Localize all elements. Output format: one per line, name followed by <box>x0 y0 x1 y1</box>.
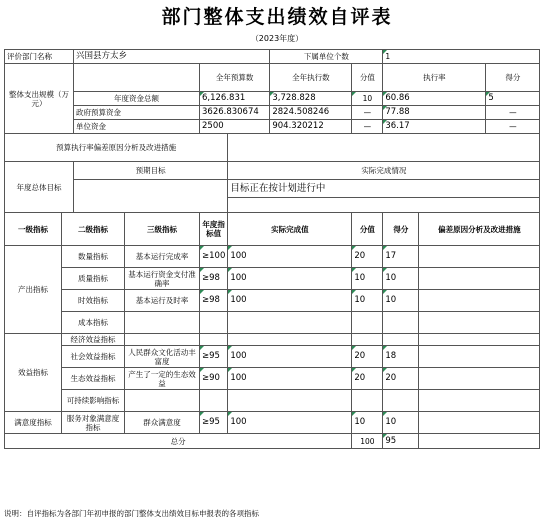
footnote: 说明：自评指标为各部门年初申报的部门整体支出绩效目标申报表的各项指标 <box>4 509 259 518</box>
ind-score-value[interactable]: 20 <box>352 346 383 368</box>
ind-level2: 成本指标 <box>62 312 125 334</box>
budget-row-rate[interactable]: 60.86 <box>383 92 486 106</box>
ind-score[interactable]: 18 <box>383 346 419 368</box>
budget-header-blank <box>74 64 200 92</box>
ind-header-target: 年度指标值 <box>200 213 228 246</box>
ind-level2: 生态效益指标 <box>62 368 125 390</box>
budget-row-budget[interactable]: 3626.830674 <box>200 106 270 120</box>
ind-level1: 满意度指标 <box>5 412 62 434</box>
ind-deviation[interactable] <box>419 246 540 268</box>
ind-level1: 效益指标 <box>5 334 62 412</box>
ind-actual[interactable] <box>228 390 352 412</box>
ind-level3 <box>125 390 200 412</box>
page-title: 部门整体支出绩效自评表 <box>161 6 393 28</box>
ind-score-value[interactable] <box>352 312 383 334</box>
budget-row-score-value[interactable]: — <box>352 120 383 134</box>
ind-score-value[interactable]: 10 <box>352 290 383 312</box>
ind-deviation[interactable] <box>419 390 540 412</box>
ind-level3: 基本运行完成率 <box>125 246 200 268</box>
deviation-label: 预算执行率偏差原因分析及改进措施 <box>5 134 228 162</box>
ind-score-value[interactable]: 10 <box>352 268 383 290</box>
ind-level2: 质量指标 <box>62 268 125 290</box>
budget-row-exec[interactable]: 3,728.828 <box>270 92 352 106</box>
ind-level2: 数量指标 <box>62 246 125 268</box>
total-deviation[interactable] <box>419 434 540 449</box>
budget-row-name: 单位资金 <box>74 120 200 134</box>
goal-section-label: 年度总体目标 <box>5 162 74 213</box>
ind-level2: 可持续影响指标 <box>62 390 125 412</box>
ind-deviation[interactable] <box>419 290 540 312</box>
ind-header-level2: 二级指标 <box>62 213 125 246</box>
ind-deviation[interactable] <box>419 368 540 390</box>
ind-score[interactable]: 17 <box>383 246 419 268</box>
budget-row-rate[interactable]: 36.17 <box>383 120 486 134</box>
header-score-value: 分值 <box>352 64 383 92</box>
ind-score[interactable]: 20 <box>383 368 419 390</box>
ind-level2: 社会效益指标 <box>62 346 125 368</box>
ind-target[interactable]: ≥95 <box>200 412 228 434</box>
ind-score[interactable] <box>383 334 419 346</box>
budget-row-score[interactable]: — <box>486 106 540 120</box>
ind-actual[interactable]: 100 <box>228 268 352 290</box>
ind-score-value[interactable] <box>352 390 383 412</box>
ind-header-level3: 三级指标 <box>125 213 200 246</box>
ind-target[interactable]: ≥98 <box>200 290 228 312</box>
ind-level3: 基本运行及时率 <box>125 290 200 312</box>
ind-level3: 产生了一定的生态效益 <box>125 368 200 390</box>
budget-row-score-value[interactable]: — <box>352 106 383 120</box>
ind-score-value[interactable]: 10 <box>352 412 383 434</box>
ind-score[interactable]: 10 <box>383 290 419 312</box>
ind-score-value[interactable]: 20 <box>352 246 383 268</box>
ind-target[interactable]: ≥95 <box>200 346 228 368</box>
budget-row-score[interactable]: — <box>486 120 540 134</box>
budget-row-name: 政府预算资金 <box>74 106 200 120</box>
dept-value[interactable]: 兴国县方太乡 <box>74 50 270 64</box>
ind-header-level1: 一级指标 <box>5 213 62 246</box>
ind-target[interactable] <box>200 334 228 346</box>
ind-deviation[interactable] <box>419 268 540 290</box>
ind-deviation[interactable] <box>419 346 540 368</box>
ind-header-actual: 实际完成值 <box>228 213 352 246</box>
ind-level3: 基本运行资金支付准确率 <box>125 268 200 290</box>
ind-deviation[interactable] <box>419 334 540 346</box>
ind-actual[interactable]: 100 <box>228 246 352 268</box>
budget-section-label: 整体支出规模（万元） <box>5 64 74 134</box>
ind-level3 <box>125 312 200 334</box>
ind-level2: 服务对象满意度指标 <box>62 412 125 434</box>
budget-row-exec[interactable]: 904.320212 <box>270 120 352 134</box>
ind-level2: 经济效益指标 <box>62 334 125 346</box>
year-label: （2023年度） <box>250 34 304 43</box>
ind-target[interactable] <box>200 312 228 334</box>
goal-expected-value[interactable] <box>74 180 228 213</box>
sub-unit-value[interactable]: 1 <box>383 50 540 64</box>
header-annual-exec: 全年执行数 <box>270 64 352 92</box>
budget-row-rate[interactable]: 77.88 <box>383 106 486 120</box>
ind-score[interactable]: 10 <box>383 412 419 434</box>
ind-target[interactable] <box>200 390 228 412</box>
header-score: 得分 <box>486 64 540 92</box>
goal-actual-extra[interactable] <box>228 198 540 213</box>
ind-actual[interactable] <box>228 334 352 346</box>
ind-actual[interactable]: 100 <box>228 290 352 312</box>
ind-score[interactable]: 10 <box>383 268 419 290</box>
budget-row-score[interactable]: 5 <box>486 92 540 106</box>
ind-level1: 产出指标 <box>5 246 62 334</box>
ind-level3 <box>125 334 200 346</box>
ind-target[interactable]: ≥90 <box>200 368 228 390</box>
total-score-value[interactable]: 100 <box>352 434 383 449</box>
budget-row-budget[interactable]: 2500 <box>200 120 270 134</box>
ind-target[interactable]: ≥100 <box>200 246 228 268</box>
evaluation-table <box>4 49 540 449</box>
ind-deviation[interactable] <box>419 312 540 334</box>
budget-row-score-value[interactable]: 10 <box>352 92 383 106</box>
budget-row-exec[interactable]: 2824.508246 <box>270 106 352 120</box>
ind-level3: 人民群众文化活动丰富度 <box>125 346 200 368</box>
ind-header-score-value: 分值 <box>352 213 383 246</box>
ind-header-score: 得分 <box>383 213 419 246</box>
ind-score-value[interactable]: 20 <box>352 368 383 390</box>
ind-level2: 时效指标 <box>62 290 125 312</box>
goal-actual-label: 实际完成情况 <box>228 162 540 180</box>
ind-actual[interactable] <box>228 312 352 334</box>
ind-score[interactable] <box>383 312 419 334</box>
total-score[interactable]: 95 <box>383 434 419 449</box>
ind-deviation[interactable] <box>419 412 540 434</box>
sub-unit-label: 下属单位个数 <box>270 50 383 64</box>
ind-score-value[interactable] <box>352 334 383 346</box>
dept-label: 评价部门名称 <box>5 50 74 64</box>
goal-actual-value[interactable]: 目标正在按计划进行中 <box>228 180 540 198</box>
deviation-value[interactable] <box>228 134 540 162</box>
budget-row-name: 年度资金总额 <box>74 92 200 106</box>
ind-actual[interactable]: 100 <box>228 346 352 368</box>
header-exec-rate: 执行率 <box>383 64 486 92</box>
ind-target[interactable]: ≥98 <box>200 268 228 290</box>
goal-expected-label: 预期目标 <box>74 162 228 180</box>
budget-row-budget[interactable]: 6,126.831 <box>200 92 270 106</box>
ind-score[interactable] <box>383 390 419 412</box>
ind-actual[interactable]: 100 <box>228 368 352 390</box>
ind-header-deviation: 偏差原因分析及改进措施 <box>419 213 540 246</box>
ind-level3: 群众满意度 <box>125 412 200 434</box>
ind-actual[interactable]: 100 <box>228 412 352 434</box>
total-label: 总分 <box>5 434 352 449</box>
header-annual-budget: 全年预算数 <box>200 64 270 92</box>
